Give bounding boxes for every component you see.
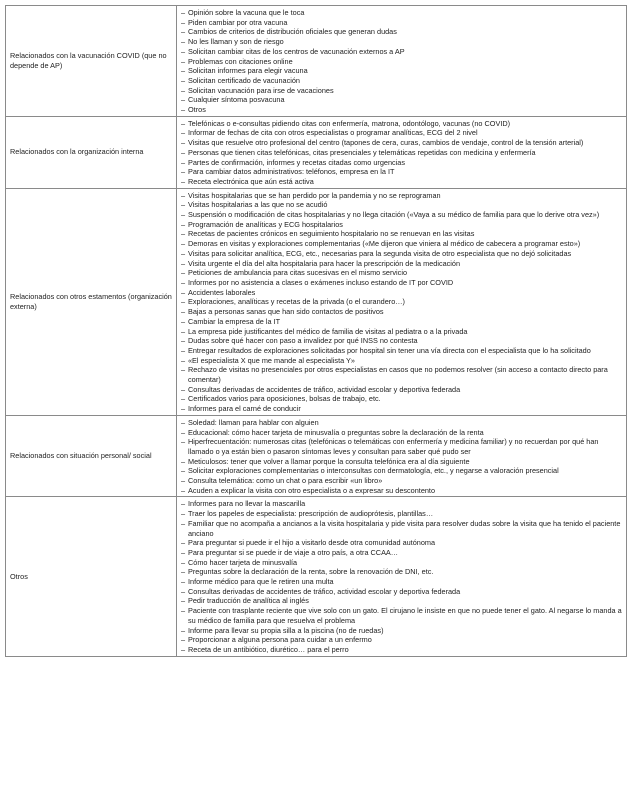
category-cell: Relacionados con situación personal/ social — [6, 415, 177, 497]
list-item: – Informe para llevar su propia silla a la piscina (no de ruedas) — [181, 626, 623, 636]
list-item: – Consultas derivadas de accidentes de tráfico, actividad escolar y deportiva federada — [181, 587, 623, 597]
list-item: – Informes por no asistencia a clases o exámenes incluso estando de IT por COVID — [181, 278, 623, 288]
list-item: – Preguntas sobre la declaración de la renta, sobre la renovación de DNI, etc. — [181, 567, 623, 577]
list-item: – Cómo hacer tarjeta de minusvalía — [181, 558, 623, 568]
list-item: – Entregar resultados de exploraciones solicitadas por hospital sin tener una vía directa con el especialista que lo ha solicitado — [181, 346, 623, 356]
list-item: – Accidentes laborales — [181, 288, 623, 298]
list-item: – Para preguntar si se puede ir de viaje a otro país, a otra CCAA… — [181, 548, 623, 558]
list-item: – Programación de analíticas y ECG hospitalarios — [181, 220, 623, 230]
table-row — [6, 116, 627, 188]
item-list — [181, 191, 623, 414]
list-item: – Hiperfrecuentación: numerosas citas (telefónicas o telemáticas con enfermería y medicina familiar) y no recuerdan por qué han llamado o ya están bien o pasaron síntomas leves y consultan para saber qué pudo ser — [181, 437, 623, 456]
list-item: – Cambios de criterios de distribución oficiales que generan dudas — [181, 27, 623, 37]
list-item: – Visitas que resuelve otro profesional del centro (tapones de cera, curas, cambios de vendaje, control de la tensión arterial) — [181, 138, 623, 148]
list-item: – Visita urgente el día del alta hospitalaria para hacer la prescripción de la medicación — [181, 259, 623, 269]
list-item: – Exploraciones, analíticas y recetas de la privada (o el curandero…) — [181, 297, 623, 307]
item-list — [181, 418, 623, 496]
list-item: – Solicitar exploraciones complementarias o interconsultas con dermatología, etc., y negarse a valoración presencial — [181, 466, 623, 476]
list-item: – Piden cambiar por otra vacuna — [181, 18, 623, 28]
list-item: – Otros — [181, 105, 623, 115]
list-item: – Acuden a explicar la visita con otro especialista o a expresar su descontento — [181, 486, 623, 496]
list-item: – Familiar que no acompaña a ancianos a la visita hospitalaria y pide visita para resolver dudas sobre la visita que ha tenido el paciente anciano — [181, 519, 623, 538]
list-item: – La empresa pide justificantes del médico de familia de visitas al pediatra o a la privada — [181, 327, 623, 337]
table-row — [6, 415, 627, 497]
list-item: – Consulta telemática: como un chat o para escribir «un libro» — [181, 476, 623, 486]
item-list — [181, 499, 623, 654]
list-item: – Solicitan vacunación para irse de vacaciones — [181, 86, 623, 96]
list-item: – Informes para el carné de conducir — [181, 404, 623, 414]
list-item: – Visitas para solicitar analítica, ECG, etc., necesarias para la segunda visita de otro especialista que no dejó solicitadas — [181, 249, 623, 259]
list-item: – Cualquier síntoma posvacuna — [181, 95, 623, 105]
table-row — [6, 6, 627, 117]
item-list — [181, 119, 623, 187]
items-cell — [177, 6, 627, 117]
list-item: – Opinión sobre la vacuna que le toca — [181, 8, 623, 18]
list-item: – Soledad: llaman para hablar con alguien — [181, 418, 623, 428]
list-item: – Receta electrónica que aún está activa — [181, 177, 623, 187]
list-item: – «El especialista X que me mande al especialista Y» — [181, 356, 623, 366]
table-row — [6, 497, 627, 656]
classification-table — [5, 5, 627, 657]
table-row — [6, 188, 627, 415]
list-item: – Meticulosos: tener que volver a llamar porque la consulta telefónica era al día siguiente — [181, 457, 623, 467]
list-item: – Personas que tienen citas telefónicas, citas presenciales y telemáticas repetidas con medicina y enfermería — [181, 148, 623, 158]
list-item: – Para cambiar datos administrativos: teléfonos, empresa en la IT — [181, 167, 623, 177]
items-cell — [177, 497, 627, 656]
item-list — [181, 8, 623, 115]
list-item: – Informes para no llevar la mascarilla — [181, 499, 623, 509]
list-item: – Bajas a personas sanas que han sido contactos de positivos — [181, 307, 623, 317]
list-item: – Traer los papeles de especialista: prescripción de audioprótesis, plantillas… — [181, 509, 623, 519]
list-item: – Informar de fechas de cita con otros especialistas o programar analíticas, ECG del 2 nivel — [181, 128, 623, 138]
list-item: – Consultas derivadas de accidentes de tráfico, actividad escolar y deportiva federada — [181, 385, 623, 395]
list-item: – Cambiar la empresa de la IT — [181, 317, 623, 327]
items-cell — [177, 415, 627, 497]
list-item: – Paciente con trasplante reciente que vive solo con un gato. El cirujano le insiste en que no puede tener el gato. Al negarse lo manda a su médico de familia para que resuelva el problema — [181, 606, 623, 625]
list-item: – Telefónicas o e-consultas pidiendo citas con enfermería, matrona, odontólogo, vacunas (no COVID) — [181, 119, 623, 129]
items-cell — [177, 188, 627, 415]
list-item: – Solicitan cambiar citas de los centros de vacunación externos a AP — [181, 47, 623, 57]
list-item: – Visitas hospitalarias a las que no se acudió — [181, 200, 623, 210]
list-item: – Suspensión o modificación de citas hospitalarias y no llega citación («Vaya a su médico de familia para que lo derive otra vez») — [181, 210, 623, 220]
list-item: – No les llaman y son de riesgo — [181, 37, 623, 47]
list-item: – Solicitan informes para elegir vacuna — [181, 66, 623, 76]
category-cell: Otros — [6, 497, 177, 656]
list-item: – Solicitan certificado de vacunación — [181, 76, 623, 86]
list-item: – Demoras en visitas y exploraciones complementarias («Me dijeron que viniera al médico de cabecera a programar esto») — [181, 239, 623, 249]
list-item: – Partes de confirmación, informes y recetas citadas como urgencias — [181, 158, 623, 168]
list-item: – Informe médico para que le retiren una multa — [181, 577, 623, 587]
list-item: – Pedir traducción de analítica al inglés — [181, 596, 623, 606]
items-cell — [177, 116, 627, 188]
category-cell: Relacionados con la vacunación COVID (que no depende de AP) — [6, 6, 177, 117]
list-item: – Rechazo de visitas no presenciales por otros especialistas en casos que no podemos resolver (sin acceso a contacto directo para comentar) — [181, 365, 623, 384]
category-cell: Relacionados con la organización interna — [6, 116, 177, 188]
list-item: – Certificados varios para oposiciones, bolsas de trabajo, etc. — [181, 394, 623, 404]
list-item: – Problemas con citaciones online — [181, 57, 623, 67]
list-item: – Para preguntar si puede ir el hijo a visitarlo desde otra comunidad autónoma — [181, 538, 623, 548]
list-item: – Proporcionar a alguna persona para cuidar a un enfermo — [181, 635, 623, 645]
category-cell: Relacionados con otros estamentos (organización externa) — [6, 188, 177, 415]
list-item: – Dudas sobre qué hacer con paso a invalidez por qué INSS no contesta — [181, 336, 623, 346]
list-item: – Educacional: cómo hacer tarjeta de minusvalía o preguntas sobre la declaración de la renta — [181, 428, 623, 438]
list-item: – Receta de un antibiótico, diurético… para el perro — [181, 645, 623, 655]
table-body — [6, 6, 627, 657]
list-item: – Visitas hospitalarias que se han perdido por la pandemia y no se reprograman — [181, 191, 623, 201]
list-item: – Recetas de pacientes crónicos en seguimiento hospitalario no se renuevan en las visitas — [181, 229, 623, 239]
list-item: – Peticiones de ambulancia para citas sucesivas en el mismo servicio — [181, 268, 623, 278]
